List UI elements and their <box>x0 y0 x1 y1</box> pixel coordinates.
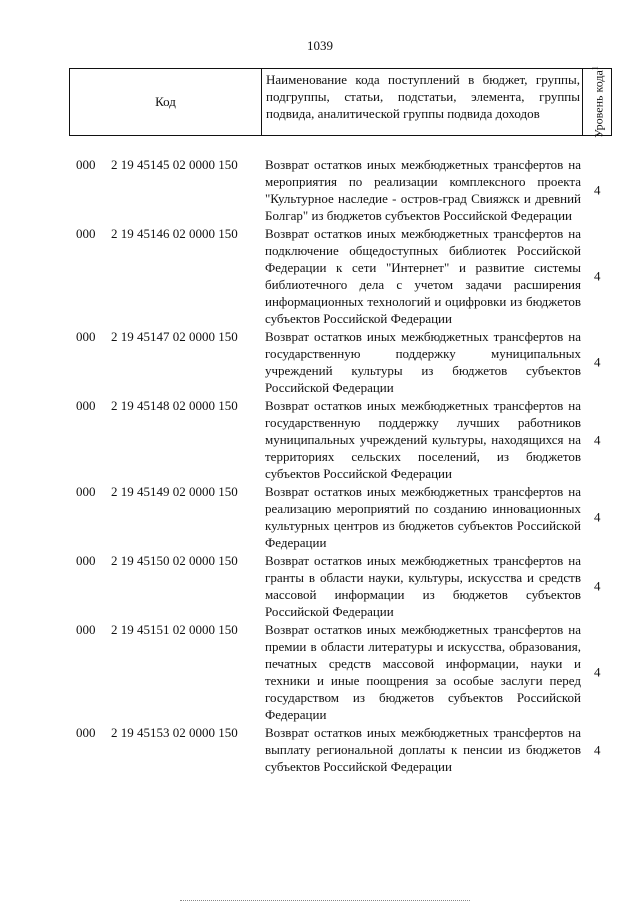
table-body <box>0 156 640 775</box>
footer-divider <box>180 900 470 901</box>
table-row <box>0 156 640 224</box>
table-row <box>0 328 640 396</box>
header-level-footnote-mark: 1 <box>590 66 600 71</box>
header-level-text: Уровень кода <box>591 70 606 138</box>
row-income-code: 2 19 45148 02 0000 150 <box>111 398 238 413</box>
row-level: 4 <box>594 182 601 198</box>
table-row <box>0 225 640 327</box>
row-income-code: 2 19 45149 02 0000 150 <box>111 484 238 499</box>
row-name: Возврат остатков иных межбюджетных трансфертов на реализацию мероприятий по созданию инновационных культурных центров из бюджетов субъектов Российской Федерации <box>265 484 581 550</box>
header-code-column: Код <box>70 69 262 135</box>
row-name: Возврат остатков иных межбюджетных трансфертов на мероприятия по реализации комплексного проекта "Культурное наследие - остров-град Свияжск и древний Болгар" из бюджетов субъектов Российской Федерации <box>265 157 581 223</box>
row-level: 4 <box>594 509 601 525</box>
row-income-code: 2 19 45151 02 0000 150 <box>111 622 238 637</box>
row-level: 4 <box>594 432 601 447</box>
table-row <box>0 397 640 482</box>
row-admin-code: 000 <box>76 157 96 172</box>
row-income-code: 2 19 45145 02 0000 150 <box>111 157 238 172</box>
table-row <box>0 621 640 723</box>
row-name: Возврат остатков иных межбюджетных трансфертов на государственную поддержку муниципальных учреждений культуры из бюджетов субъектов Российской Федерации <box>265 329 581 395</box>
row-level: 4 <box>594 578 601 594</box>
row-admin-code: 000 <box>76 484 96 499</box>
row-income-code: 2 19 45150 02 0000 150 <box>111 553 238 568</box>
row-name: Возврат остатков иных межбюджетных трансфертов на выплату региональной доплаты к пенсии из бюджетов субъектов Российской Федерации <box>265 725 581 774</box>
header-name-column: Наименование кода поступлений в бюджет, группы, подгруппы, статьи, подстатьи, элемента, группы подвида, аналитической группы подвида доходов <box>266 72 580 121</box>
row-name: Возврат остатков иных межбюджетных трансфертов на государственную поддержку лучших работников муниципальных учреждений культуры, находящихся на территориях сельских поселений, из бюджетов субъектов Российской Федерации <box>265 398 581 481</box>
row-admin-code: 000 <box>76 622 96 637</box>
row-admin-code: 000 <box>76 725 96 740</box>
row-level: 4 <box>594 742 601 757</box>
table-row <box>0 552 640 620</box>
table-row <box>0 483 640 551</box>
row-admin-code: 000 <box>76 329 96 344</box>
table-header <box>69 68 612 136</box>
row-admin-code: 000 <box>76 398 96 413</box>
row-level: 4 <box>594 268 601 284</box>
row-level: 4 <box>594 354 601 370</box>
page-number: 1039 <box>307 38 333 53</box>
table-row <box>0 724 640 775</box>
row-admin-code: 000 <box>76 226 96 241</box>
row-admin-code: 000 <box>76 553 96 568</box>
row-level: 4 <box>594 664 601 680</box>
row-name: Возврат остатков иных межбюджетных трансфертов на гранты в области науки, культуры, искусства и средств массовой информации из бюджетов субъектов Российской Федерации <box>265 553 581 619</box>
row-income-code: 2 19 45146 02 0000 150 <box>111 226 238 241</box>
header-level-column <box>582 66 611 138</box>
row-income-code: 2 19 45147 02 0000 150 <box>111 329 238 344</box>
row-name: Возврат остатков иных межбюджетных трансфертов на премии в области литературы и искусства, образования, печатных средств массовой информации, науки и техники и иные поощрения за особые заслуги перед государством из бюджетов субъектов Российской Федерации <box>265 622 581 722</box>
row-income-code: 2 19 45153 02 0000 150 <box>111 725 238 740</box>
header-level-label <box>590 66 605 138</box>
row-name: Возврат остатков иных межбюджетных трансфертов на подключение общедоступных библиотек Российской Федерации к сети "Интернет" и развитие системы библиотечного дела с учетом задачи расширения информационных технологий и оцифровки из бюджетов субъектов Российской Федерации <box>265 226 581 326</box>
